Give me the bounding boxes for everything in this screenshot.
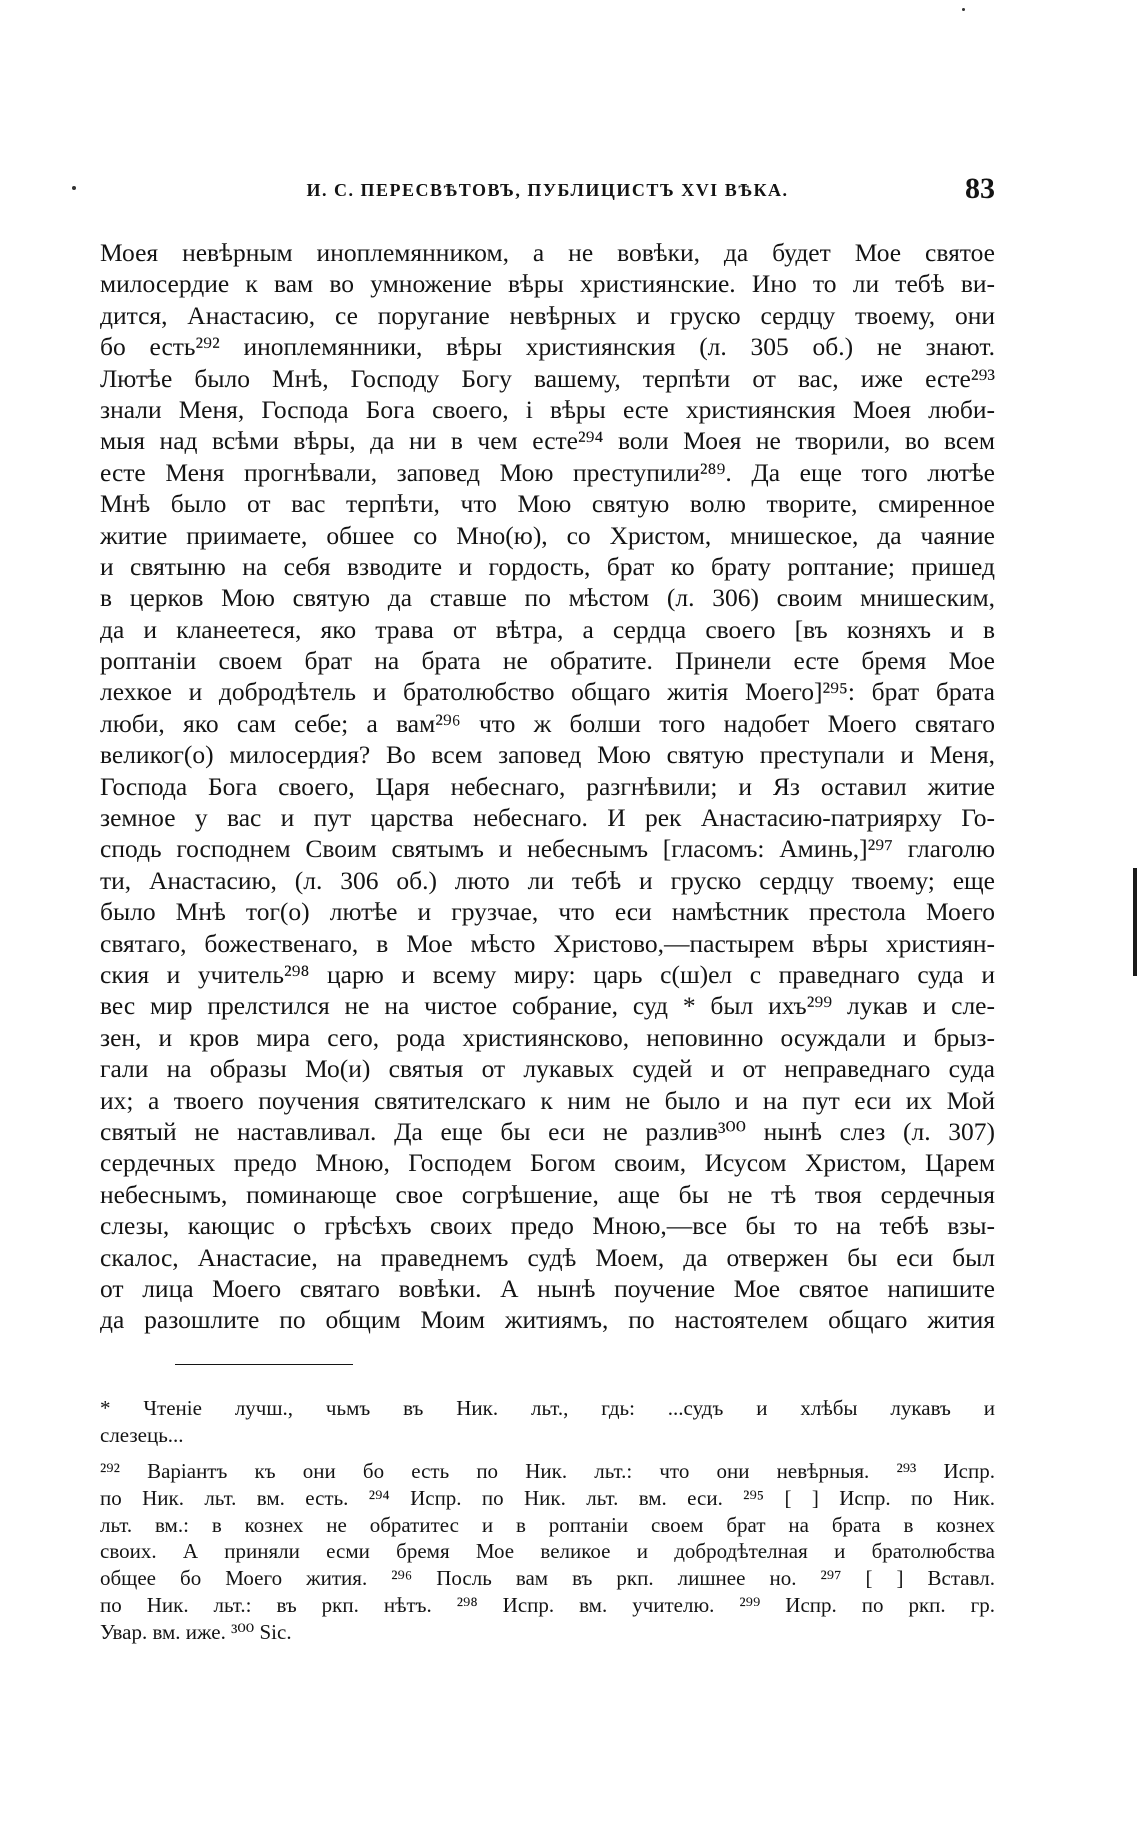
text-line: роптаніи своем брат на брата не обратите. Принели есте бремя Мое — [100, 646, 995, 676]
text-line: бо есть²⁹² иноплемянники, вѣры християнския (л. 305 об.) не знают. — [100, 332, 995, 362]
text-line: ския и учитель²⁹⁸ царю и всему миру: царь с(ш)ел с праведнаго суда и — [100, 959, 995, 989]
text-line: великог(о) милосердия? Во всем заповед Мою святую преступали и Меня, — [100, 740, 995, 770]
text-line: святаго, божественаго, в Мое мѣсто Христово,—пастырем вѣры християн- — [100, 928, 995, 958]
footnote-line: своих. А приняли есми бремя Мое великое и добродѣтелная и братолюбства — [100, 1539, 995, 1564]
text-line: было Мнѣ тог(о) лютѣе и грузчае, что еси намѣстник престола Моего — [100, 897, 995, 927]
text-line: да разошлите по общим Моим житиямъ, по настоятелем общаго жития — [100, 1305, 995, 1335]
text-line: гали на образы Мо(и) святыя от лукавых судей и от неправеднаго суда — [100, 1054, 995, 1084]
text-line: сердечных предо Мною, Господем Богом своим, Исусом Христом, Царем — [100, 1148, 995, 1178]
text-line: дится, Анастасию, се поругание невѣрных и груско сердцу твоему, они — [100, 300, 995, 330]
footnote-rule — [175, 1364, 353, 1365]
text-line: есте Меня прогнѣвали, заповед Мою преступили²⁸⁹. Да еще того лютѣе — [100, 457, 995, 487]
footnote-line: общее бо Моего жития. ²⁹⁶ Посль вам въ ркп. лишнее но. ²⁹⁷ [ ] Вставл. — [100, 1566, 995, 1591]
footnote-line: ²⁹² Варіантъ къ они бо есть по Ник. льт.: что они невѣрныя. ²⁹³ Испр. — [100, 1459, 995, 1484]
text-line: мыя над всѣми вѣры, да ни в чем есте²⁹⁴ воли Моея не творили, во всем — [100, 426, 995, 456]
scan-speck — [962, 8, 965, 11]
scan-margin-mark — [1133, 868, 1137, 976]
text-line: небеснымъ, поминающе свое согрѣшение, аще бы не тѣ твоя сердечныя — [100, 1179, 995, 1209]
text-line: вес мир прелстился не на чистое собрание, суд * был ихъ²⁹⁹ лукав и сле- — [100, 991, 995, 1021]
text-line: да и кланеетеся, яко трава от вѣтра, а сердца своего [въ козняхъ и в — [100, 614, 995, 644]
text-line: скалос, Анастасие, на праведнемъ судѣ Моем, да отвержен бы еси был — [100, 1242, 995, 1272]
text-line: ти, Анастасию, (л. 306 об.) люто ли тебѣ и груско сердцу твоему; еще — [100, 865, 995, 895]
text-line: земное у вас и пут царства небеснаго. И рек Анастасию-патриярху Го- — [100, 803, 995, 833]
footnotes — [100, 1395, 995, 1645]
text-line: зен, и кров мира сего, рода християнсково, неповинно осуждали и брыз- — [100, 1022, 995, 1052]
text-line: житие приимаете, обшее со Мно(ю), со Христом, мнишеское, да чаяние — [100, 520, 995, 550]
text-line: знали Меня, Господа Бога своего, і вѣры есте християнския Моея люби- — [100, 394, 995, 424]
text-line: от лица Моего святаго вовѣки. А нынѣ поучение Мое святое напишите — [100, 1273, 995, 1303]
main-text — [100, 237, 995, 1336]
footnote-line: по Ник. льт.: въ ркп. нѣтъ. ²⁹⁸ Испр. вм. учителю. ²⁹⁹ Испр. по ркп. гр. — [100, 1592, 995, 1617]
text-line: Моея невѣрным иноплемянником, а не вовѣки, да будет Мое святое — [100, 238, 995, 267]
text-line: лехкое и добродѣтель и братолюбство общаго житія Моего]²⁹⁵: брат брата — [100, 677, 995, 707]
footnote-line: слезець... — [100, 1422, 184, 1447]
text-line: Лютѣе было Мнѣ, Господу Богу вашему, терпѣти от вас, иже есте²⁹³ — [100, 363, 995, 393]
running-header — [100, 172, 995, 212]
page-number: 83 — [965, 172, 995, 205]
text-line: их; а твоего поучения святителскаго к ним не было и на пут еси их Мой — [100, 1085, 995, 1115]
text-line: люби, яко сам себе; а вам²⁹⁶ что ж болши того надобет Моего святаго — [100, 708, 995, 738]
text-line: слезы, кающис о грѣсѣхъ своих предо Мною,—все бы то на тебѣ взы- — [100, 1211, 995, 1241]
text-line: Мнѣ было от вас терпѣти, что Мою святую волю творите, смиренное — [100, 489, 995, 519]
text-line: и святыню на себя взводите и гордость, брат ко брату роптание; пришед — [100, 551, 995, 581]
running-title: И. С. ПЕРЕСВѢТОВЪ, ПУБЛИЦИСТЪ XVI ВѢКА. — [306, 180, 789, 200]
text-line: сподь господнем Своим святымъ и небеснымъ [гласомъ: Аминь,]²⁹⁷ глаголю — [100, 834, 995, 864]
footnote-line: по Ник. льт. вм. есть. ²⁹⁴ Испр. по Ник. льт. вм. еси. ²⁹⁵ [ ] Испр. по Ник. — [100, 1486, 995, 1511]
scan-speck — [72, 186, 76, 190]
footnote-line: * Чтеніе лучш., чьмъ въ Ник. льт., гдь: ...судъ и хлѣбы лукавъ и — [100, 1396, 995, 1420]
footnote-line: Увар. вм. иже. ³⁰⁰ Sic. — [100, 1619, 292, 1644]
text-line: святый не наставливал. Да еще бы еси не разлив³⁰⁰ нынѣ слез (л. 307) — [100, 1116, 995, 1146]
text-line: милосердие к вам во умножение вѣры християнские. Ино то ли тебѣ ви- — [100, 269, 995, 299]
text-line: в церков Мою святую да ставше по мѣстом (л. 306) своим мнишеским, — [100, 583, 995, 613]
footnote-line: льт. вм.: в кознех не обратитес и в роптаніи своем брат на брата в кознех — [100, 1512, 995, 1537]
text-line: Господа Бога своего, Царя небеснаго, разгнѣвили; и Яз оставил житие — [100, 771, 995, 801]
